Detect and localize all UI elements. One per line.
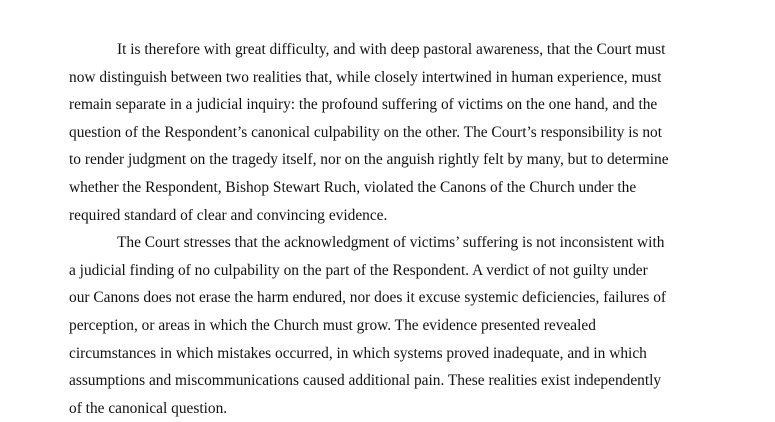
paragraph-line: The Court stresses that the acknowledgment of victims’ suffering is not inconsistent with (117, 234, 665, 252)
paragraph-line: our Canons does not erase the harm endured, nor does it excuse systemic deficiencies, failures of (69, 289, 667, 307)
paragraph-line: assumptions and miscommunications caused additional pain. These realities exist independently (69, 372, 662, 390)
paragraph-line: remain separate in a judicial inquiry: the profound suffering of victims on the one hand, and the (69, 96, 658, 114)
paragraph-line: of the canonical question. (69, 399, 228, 417)
paragraph-line: It is therefore with great difficulty, and with deep pastoral awareness, that the Court must (117, 41, 666, 58)
paragraph-2 (69, 229, 709, 422)
document-body (69, 36, 709, 422)
paragraph-line: to render judgment on the tragedy itself, nor on the anguish rightly felt by many, but to determine (69, 151, 669, 169)
paragraph-1 (69, 36, 709, 229)
paragraph-line: required standard of clear and convincing evidence. (69, 206, 388, 224)
paragraph-line: whether the Respondent, Bishop Stewart Ruch, violated the Canons of the Church under the (69, 178, 637, 196)
paragraph-line: now distinguish between two realities that, while closely intertwined in human experience, must (69, 68, 662, 86)
paragraph-line: question of the Respondent’s canonical culpability on the other. The Court’s responsibility is not (69, 123, 663, 141)
paragraph-line: circumstances in which mistakes occurred, in which systems proved inadequate, and in which (69, 344, 647, 362)
paragraph-line: perception, or areas in which the Church must grow. The evidence presented revealed (69, 316, 596, 334)
paragraph-line: a judicial finding of no culpability on the part of the Respondent. A verdict of not guilty under (69, 261, 648, 279)
